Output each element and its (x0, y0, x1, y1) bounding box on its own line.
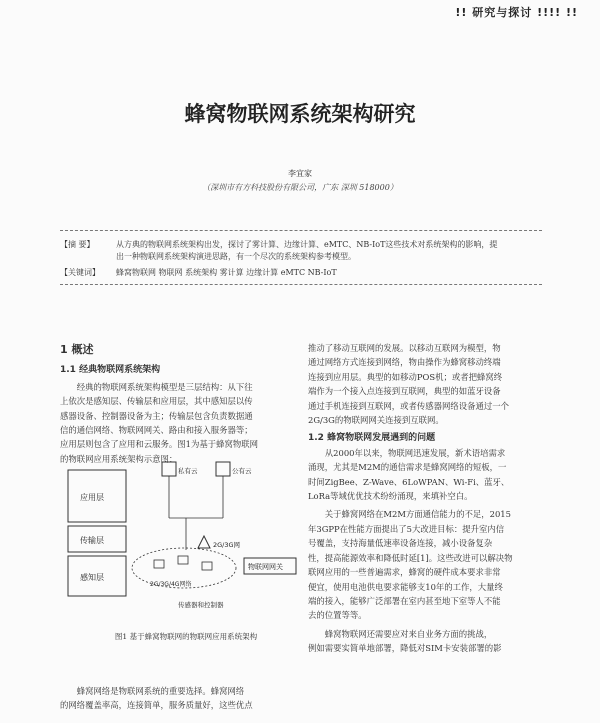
paragraph (60, 684, 298, 713)
paragraph (308, 341, 544, 427)
text-line: 关于蜂窝网络在M2M方面通信能力的不足，2015 (324, 509, 511, 520)
keywords-text: 蜂窝物联网 物联网 系统架构 雾计算 边缘计算 eMTC NB-IoT (116, 268, 337, 277)
text-line: 端作为一个接入点连接到互联网，典型的如蓝牙设备 (308, 386, 501, 397)
paper-author: 李宜家 (288, 169, 312, 178)
subsection-heading-1-1: 1.1 经典物联网系统架构 (60, 365, 161, 376)
public-cloud-icon (216, 462, 230, 476)
public-cloud-label: 公有云 (232, 467, 252, 475)
text-line: 通过手机连接到互联网，或者传感器网络设备通过一个 (308, 400, 509, 411)
text-line: 去的位置等等。 (308, 610, 367, 621)
text-line: 从2000年以来，物联网迅速发展，新术语培需求 (324, 447, 506, 458)
text-line: 便宜，使用电池供电要求能够支10年的工作，大量终 (308, 581, 503, 592)
paragraph (60, 380, 298, 466)
paragraph (308, 627, 544, 656)
abstract-bottom-rule (60, 284, 542, 285)
private-cloud-label: 私有云 (178, 467, 198, 475)
text-line: 通过网络方式连接到网络，物由操作为蜂窝移动终端 (308, 357, 501, 368)
text-line: 感器设备、控制器设备为主；传输层包含负责数据通 (60, 410, 253, 421)
text-line: 涌现，尤其是M2M的通信需求是蜂窝网络的短板，一 (308, 462, 507, 473)
iot-gateway-label: 物联网网关 (248, 563, 283, 571)
architecture-figure (66, 458, 302, 624)
device-icon (154, 560, 164, 568)
section-heading-1: 1 概述 (60, 343, 94, 356)
text-line: 信的通信网络、物联网网关、路由和接入服务器等； (60, 425, 253, 436)
text-line: 的网络覆盖率高，连接简单，服务质量好，这些优点 (60, 700, 253, 711)
text-line: 年3GPP在性能方面提出了5大改进目标：提升室内信 (308, 523, 505, 534)
abstract-top-rule (60, 230, 542, 231)
keywords-block (60, 267, 542, 279)
paragraph (308, 507, 544, 622)
device-icon (202, 562, 212, 570)
sensors-label: 传感器和控制器 (178, 601, 224, 609)
text-line: 性，提高能源效率和降低时延[1]。这些改进可以解决物 (308, 552, 513, 563)
abstract-line: 出一种物联网系统架构演进思路，有一个尽次的系统架构参考模型。 (116, 252, 356, 261)
subsection-heading-1-2: 1.2 蜂窝物联网发展遇到的问题 (308, 433, 436, 444)
text-line: 推动了移动互联网的发展。以移动互联网为模型，物 (308, 343, 501, 353)
private-cloud-icon (162, 462, 176, 476)
sensing-layer-label: 感知层 (80, 573, 104, 582)
text-line: 蜂窝物联网还需要应对来自业务方面的挑战， (324, 628, 493, 639)
base-station-label: 2G/3G网 (213, 541, 241, 549)
left-column-bottom (60, 684, 298, 713)
section-header-label: !! 研究与探讨 !!!! !! (455, 6, 578, 19)
paper-title: 蜂窝物联网系统架构研究 (184, 102, 416, 126)
text-line: 蜂窝网络是物联网系统的重要选择。蜂窝网络 (76, 686, 245, 696)
text-line: 例如需要实简单地部署，降低对SIM卡安装部署的影 (308, 643, 502, 654)
keywords-label: 【关键词】 (60, 268, 100, 277)
application-layer-label: 应用层 (80, 493, 104, 502)
text-line: 端的接入，能够广泛部署在室内甚至地下室等人不能 (308, 595, 501, 606)
network-label: 2G/3G/4G网络 (150, 581, 192, 588)
device-icon (178, 556, 188, 564)
abstract-block (60, 239, 542, 265)
text-line: 号覆盖，支持海量低速率设备连接，减小设备复杂 (308, 538, 493, 549)
abstract-line: 从方典的物联网系统架构出发，探讨了雾计算、边缘计算、eMTC、NB-IoT这些技术对系统架构的影响，提 (116, 240, 498, 249)
abstract-label: 【摘 要】 (60, 240, 95, 249)
paper-affiliation: （深圳市有方科技股份有限公司，广东 深圳 518000） (202, 183, 398, 192)
right-column (308, 341, 544, 656)
base-station-icon (198, 536, 210, 548)
text-line: 的物联网应用系统架构示意图： (60, 453, 178, 464)
text-line: 联网应用的一些普遍需求，蜂窝的硬件成本要求非常 (308, 567, 501, 578)
text-line: 连接到应用层。典型的如移动POS机；或者把蜂窝终 (308, 371, 503, 382)
text-line: 经典的物联网系统架构模型是三层结构：从下往 (76, 381, 253, 392)
text-line: LoRa等域优优技术纷纷涌现，来填补空白。 (308, 491, 473, 502)
text-line: 应用层则包含了应用和云服务。图1为基于蜂窝物联网 (60, 439, 258, 450)
figure-caption: 图1 基于蜂窝物联网的物联网应用系统架构 (114, 632, 258, 641)
paragraph (308, 446, 544, 504)
text-line: 时间ZigBee、Z-Wave、6LoWPAN、Wi-Fi、蓝牙、 (308, 476, 510, 487)
text-line: 上依次是感知层、传输层和应用层，其中感知层以传 (60, 396, 253, 407)
left-column (60, 343, 298, 466)
transport-layer-label: 传输层 (80, 536, 104, 545)
text-line: 2G/3G的物联网网关连接到互联网。 (308, 415, 444, 426)
